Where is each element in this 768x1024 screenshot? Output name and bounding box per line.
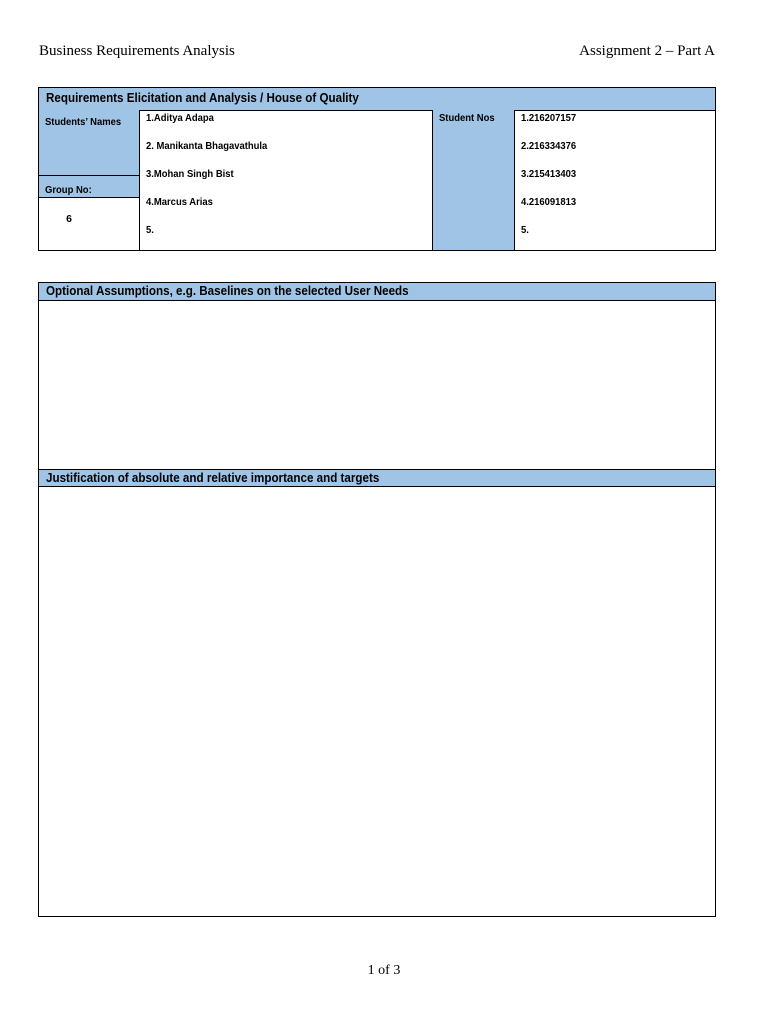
student-nos-label: Student Nos xyxy=(439,112,495,124)
names-column xyxy=(140,110,433,250)
student-number-2: 2.216334376 xyxy=(521,140,577,152)
assumptions-body[interactable] xyxy=(39,301,715,469)
student-number-1: 1.216207157 xyxy=(521,112,577,124)
group-no-label: Group No: xyxy=(45,184,92,196)
students-names-label: Students’ Names xyxy=(45,116,122,128)
student-name-1: 1.Aditya Adapa xyxy=(146,112,214,124)
document-header-left: Business Requirements Analysis xyxy=(39,43,235,59)
assumptions-justification-box xyxy=(38,282,716,917)
group-no-label-cell xyxy=(39,176,139,198)
assumptions-title: Optional Assumptions, e.g. Baselines on the selected User Needs xyxy=(46,284,409,298)
table-title-bar xyxy=(39,88,715,111)
document-header-right: Assignment 2 – Part A xyxy=(579,43,715,59)
assumptions-title-bar xyxy=(39,283,715,301)
label-column xyxy=(39,110,140,250)
student-number-4: 4.216091813 xyxy=(521,196,577,208)
table-grid xyxy=(39,110,715,250)
student-name-4: 4.Marcus Arias xyxy=(146,196,213,208)
page-number: 1 of 3 xyxy=(367,963,401,978)
group-no-value: 6 xyxy=(66,213,72,225)
numbers-column xyxy=(515,110,715,250)
student-name-3: 3.Mohan Singh Bist xyxy=(146,168,234,180)
student-number-5: 5. xyxy=(521,224,529,236)
student-name-5: 5. xyxy=(146,224,154,236)
student-nos-label-column xyxy=(433,110,515,250)
student-name-2: 2. Manikanta Bhagavathula xyxy=(146,140,268,152)
justification-title: Justification of absolute and relative importance and targets xyxy=(46,471,380,485)
student-number-3: 3.215413403 xyxy=(521,168,577,180)
justification-body[interactable] xyxy=(39,487,715,917)
justification-title-bar xyxy=(39,469,715,487)
table-title: Requirements Elicitation and Analysis / House of Quality xyxy=(46,91,359,105)
student-details-table xyxy=(38,87,716,251)
students-names-label-cell xyxy=(39,110,139,176)
